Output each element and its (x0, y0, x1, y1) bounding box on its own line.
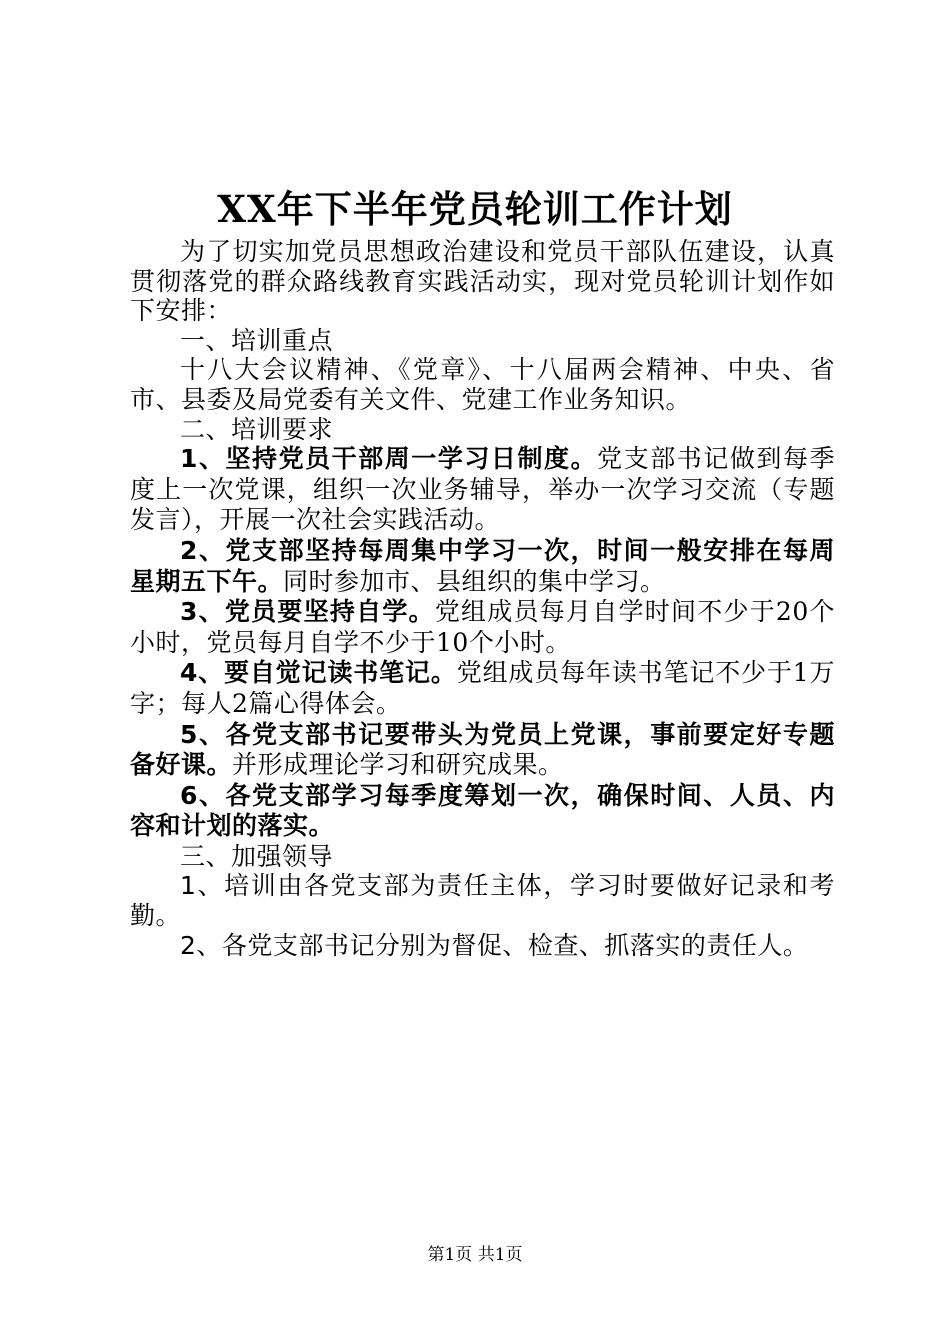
requirement-lead: 6、各党支部学习每季度筹划一次，确保时间、人员、内容和计划的落实。 (130, 780, 835, 841)
requirement-item (130, 536, 835, 597)
section3-heading: 三、加强领导 (180, 841, 334, 871)
requirement-detail: 并形成理论学习和研究成果。 (232, 750, 564, 780)
requirement-detail: 党组成员每月自学时间不少于20个小时，党员每月自学不少于10个小时。 (130, 597, 835, 657)
requirement-item (130, 444, 835, 536)
requirement-detail: 同时参加市、县组织的集中学习。 (283, 566, 666, 596)
requirement-detail: 党支部书记做到每季度上一次党课，组织一次业务辅导，举办一次学习交流（专题发言），开展一次社会实践活动。 (130, 444, 835, 535)
document-title: XX年下半年党员轮训工作计划 (217, 187, 733, 231)
page-footer: 第1页 共1页 (427, 1245, 523, 1265)
requirement-item (130, 597, 835, 658)
requirement-lead: 1、坚持党员干部周一学习日制度。 (180, 444, 598, 474)
section2-heading: 二、培训要求 (180, 414, 334, 444)
requirement-detail: 党组成员每年读书笔记不少于1万字；每人2篇心得体会。 (130, 658, 835, 718)
requirement-lead: 5、各党支部书记要带头为党员上党课，事前要定好专题备好课。 (130, 719, 835, 780)
leadership-item: 2、各党支部书记分别为督促、检查、抓落实的责任人。 (180, 930, 809, 960)
intro-paragraph: 为了切实加党员思想政治建设和党员干部队伍建设，认真贯彻落党的群众路线教育实践活动实，现对党员轮训计划作如下安排： (130, 237, 835, 326)
document-body (130, 237, 835, 960)
requirement-item (130, 720, 835, 781)
requirement-lead: 4、要自觉记读书笔记。 (180, 658, 457, 688)
section1-text: 十八大会议精神、《党章》、十八届两会精神、中央、省市、县委及局党委有关文件、党建工作业务知识。 (130, 355, 835, 414)
requirement-lead: 3、党员要坚持自学。 (180, 597, 435, 627)
leadership-item: 1、培训由各党支部为责任主体，学习时要做好记录和考勤。 (130, 871, 835, 931)
requirement-item (130, 781, 835, 842)
section1-heading: 一、培训重点 (180, 325, 334, 355)
requirement-lead: 2、党支部坚持每周集中学习一次，时间一般安排在每周星期五下午。 (130, 535, 835, 596)
requirement-item (130, 658, 835, 719)
